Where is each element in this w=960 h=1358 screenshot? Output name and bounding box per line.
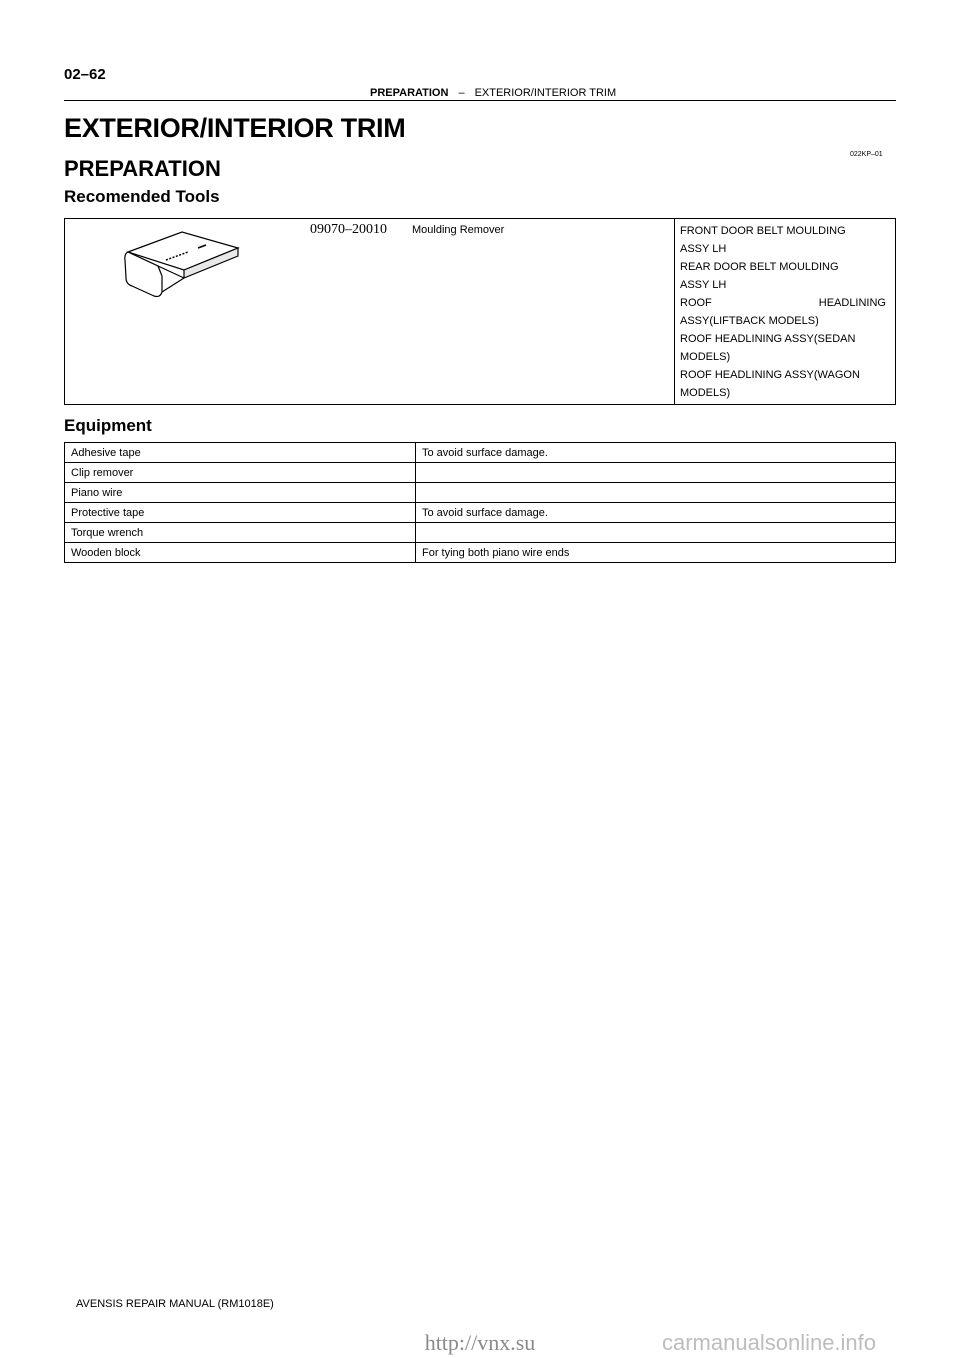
document-code: 022KP–01 — [850, 151, 883, 158]
tool-part-number: 09070–20010 — [310, 222, 387, 237]
table-row — [65, 523, 896, 543]
header-separator: – — [458, 87, 465, 99]
watermark-site: carmanualsonline.info — [662, 1330, 877, 1355]
equipment-note: To avoid surface damage. — [416, 443, 896, 463]
equipment-note: For tying both piano wire ends — [416, 543, 896, 563]
equipment-note — [416, 483, 896, 503]
tool-application-line: MODELS) — [680, 387, 731, 399]
table-row — [65, 543, 896, 563]
tool-application-line: FRONT DOOR BELT MOULDING — [680, 225, 846, 237]
equipment-item: Piano wire — [65, 483, 416, 503]
section-title: PREPARATION — [64, 156, 221, 181]
tool-application-line: ROOF HEADLINING ASSY(SEDAN — [680, 333, 856, 345]
equipment-note — [416, 463, 896, 483]
equipment-item: Protective tape — [65, 503, 416, 523]
tool-application-line: ROOF HEADLINING — [680, 297, 886, 309]
equipment-heading: Equipment — [64, 416, 152, 435]
moulding-remover-illustration — [118, 226, 240, 302]
table-row — [65, 483, 896, 503]
header-section: PREPARATION — [370, 87, 449, 99]
running-header — [370, 87, 616, 99]
page-number: 02–62 — [64, 66, 106, 83]
tool-name: Moulding Remover — [412, 224, 505, 236]
tool-application-line: ASSY LH — [680, 279, 727, 291]
tool-applications — [680, 222, 886, 402]
tool-application-line: REAR DOOR BELT MOULDING — [680, 261, 839, 273]
equipment-note — [416, 523, 896, 543]
header-subsection: EXTERIOR/INTERIOR TRIM — [474, 87, 617, 99]
equipment-note: To avoid surface damage. — [416, 503, 896, 523]
recommended-tools-heading: Recomended Tools — [64, 187, 220, 206]
table-row — [65, 503, 896, 523]
footer-manual-title: AVENSIS REPAIR MANUAL (RM1018E) — [76, 1298, 274, 1310]
table-row — [65, 443, 896, 463]
table-row — [65, 463, 896, 483]
equipment-table — [64, 442, 896, 563]
equipment-item: Torque wrench — [65, 523, 416, 543]
tools-table-divider — [674, 218, 675, 405]
equipment-item: Clip remover — [65, 463, 416, 483]
tool-application-line: ASSY(LIFTBACK MODELS) — [680, 315, 819, 327]
tool-application-line: MODELS) — [680, 351, 731, 363]
watermark-link[interactable]: http://vnx.su — [424, 1330, 536, 1355]
page-title: EXTERIOR/INTERIOR TRIM — [64, 113, 406, 143]
equipment-item: Adhesive tape — [65, 443, 416, 463]
equipment-item: Wooden block — [65, 543, 416, 563]
tool-application-line: ASSY LH — [680, 243, 727, 255]
tool-application-line: ROOF HEADLINING ASSY(WAGON — [680, 369, 860, 381]
